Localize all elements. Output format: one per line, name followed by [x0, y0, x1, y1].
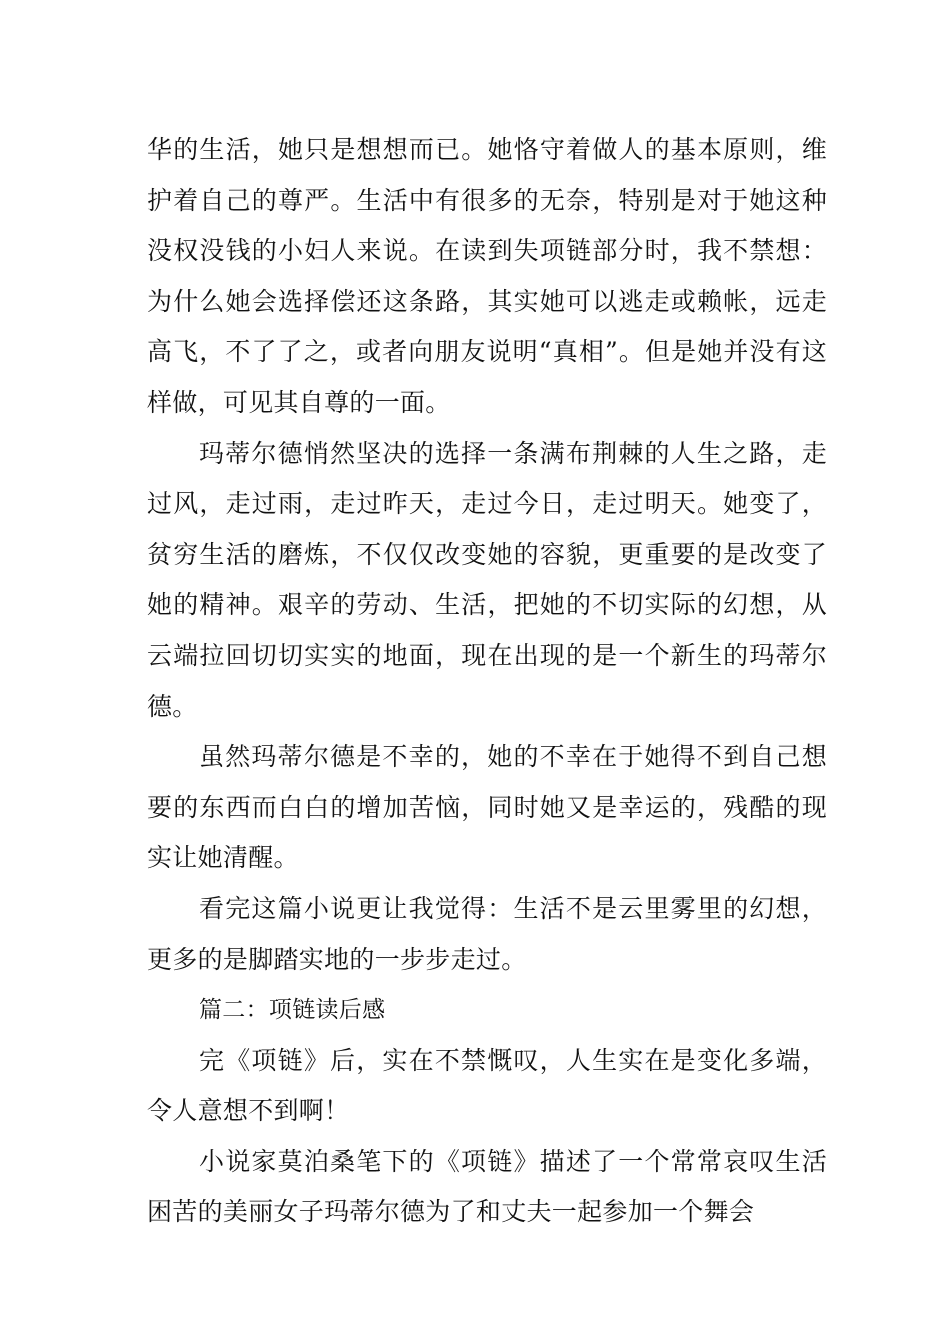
- paragraph-3: 虽然玛蒂尔德是不幸的，她的不幸在于她得不到自己想要的东西而白白的增加苦恼，同时她又是幸运的，残酷的现实让她清醒。: [147, 742, 827, 873]
- section-heading: 篇二：项链读后感: [199, 997, 386, 1024]
- paragraph-5: 完《项链》后，实在不禁慨叹，人生实在是变化多端，令人意想不到啊！: [147, 1045, 827, 1126]
- paragraph-1: 华的生活，她只是想想而已。她恪守着做人的基本原则，维护着自己的尊严。生活中有很多的无奈，特别是对于她这种没权没钱的小妇人来说。在读到失项链部分时，我不禁想：为什么她会选择偿还这条路，其实她可以逃走或赖帐，远走高飞，不了了之，或者向朋友说明“真相”。但是她并没有这样做，可见其自尊的一面。: [147, 135, 827, 417]
- paragraph-2: 玛蒂尔德悄然坚决的选择一条满布荆棘的人生之路，走过风，走过雨，走过昨天，走过今日，走过明天。她变了，贫穷生活的磨炼，不仅仅改变她的容貌，更重要的是改变了她的精神。艰辛的劳动、生活，把她的不切实际的幻想，从云端拉回切切实实的地面，现在出现的是一个新生的玛蒂尔德。: [147, 438, 827, 721]
- paragraph-6: 小说家莫泊桑笔下的《项链》描述了一个常常哀叹生活困苦的美丽女子玛蒂尔德为了和丈夫一起参加一个舞会: [147, 1146, 827, 1227]
- document-body: [147, 125, 827, 1238]
- paragraph-4: 看完这篇小说更让我觉得：生活不是云里雾里的幻想，更多的是脚踏实地的一步步走过。: [147, 893, 827, 974]
